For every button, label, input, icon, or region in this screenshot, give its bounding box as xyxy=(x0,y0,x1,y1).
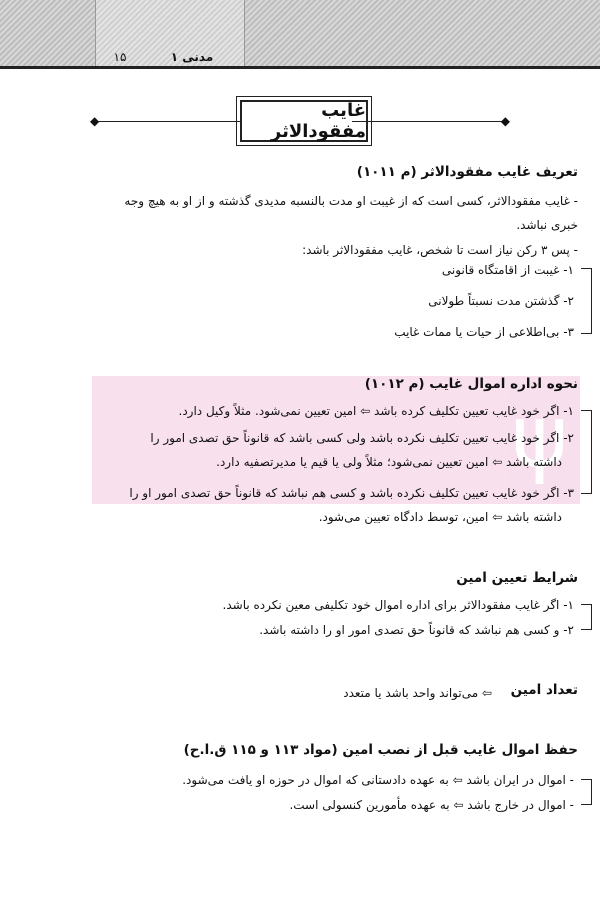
list-item: ۳- اگر خود غایب تعیین تکلیف نکرده باشد و کسی هم نباشد که قانوناً حق تصدی امور او را xyxy=(129,486,574,500)
ornament-line xyxy=(98,121,248,122)
list-item: ۱- اگر غایب مفقودالاثر برای اداره اموال خود تکلیفی معین نکرده باشد. xyxy=(222,598,574,612)
ornament-dot-icon: ◆ xyxy=(90,114,100,128)
count-label: تعداد امین xyxy=(510,682,578,698)
list-item: ۲- اگر خود غایب تعیین تکلیف نکرده باشد ولی کسی باشد که قانوناً حق تصدی امور را xyxy=(150,431,574,445)
definition-heading: تعریف غایب مفقودالاثر (م ۱۰۱۱) xyxy=(356,164,578,180)
page-title: غایب مفقودالاثر xyxy=(240,100,368,142)
ornament-dot-icon: ◆ xyxy=(500,114,510,128)
list-item: داشته باشد ⇦ امین، توسط دادگاه تعیین می‌شود. xyxy=(318,510,562,524)
list-item: ۲- و کسی هم نباشد که قانوناً حق تصدی امور او را داشته باشد. xyxy=(259,623,574,637)
list-bracket xyxy=(581,779,592,805)
list-bracket xyxy=(581,268,592,334)
preservation-heading: حفظ اموال غایب قبل از نصب امین (مواد ۱۱۳ و ۱۱۵ ق.ا.ح) xyxy=(183,742,578,758)
list-item: ۱- غیبت از اقامتگاه قانونی xyxy=(441,263,574,277)
watermark-logo-icon: ψ xyxy=(511,387,568,487)
list-item: ۲- گذشتن مدت نسبتاً طولانی xyxy=(428,294,574,308)
list-item: ۳- بی‌اطلاعی از حیات یا ممات غایب xyxy=(394,325,574,339)
ornament-line xyxy=(352,121,502,122)
conditions-heading: شرایط تعیین امین xyxy=(456,570,578,586)
list-bracket xyxy=(581,604,592,630)
list-item: - اموال در خارج باشد ⇦ به عهده مأمورین کنسولی است. xyxy=(289,798,574,812)
management-heading: نحوه اداره اموال غایب (م ۱۰۱۲) xyxy=(364,376,578,392)
count-text: ⇦ می‌تواند واحد باشد یا متعدد xyxy=(343,686,492,700)
definition-text: خبری نباشد. xyxy=(516,218,578,232)
list-item: ۱- اگر خود غایب تعیین تکلیف کرده باشد ⇦ امین تعیین نمی‌شود. مثلاً وکیل دارد. xyxy=(178,404,574,418)
list-item: - اموال در ایران باشد ⇦ به عهده دادستانی که اموال در حوزه او یافت می‌شود. xyxy=(182,773,574,787)
list-bracket xyxy=(581,410,592,494)
header-band xyxy=(0,0,600,69)
title-ornament xyxy=(90,98,510,146)
definition-text: - پس ۳ رکن نیاز است تا شخص، غایب مفقودالاثر باشد: xyxy=(302,243,578,257)
running-title: مدنی ۱ xyxy=(170,50,214,64)
definition-text: - غایب مفقودالاثر، کسی است که از غیبت او مدت بالنسبه مدیدی گذشته و از او به هیچ وجه xyxy=(124,194,578,208)
list-item: داشته باشد ⇦ امین تعیین نمی‌شود؛ مثلاً ولی یا قیم یا مدیرتصفیه دارد. xyxy=(216,455,562,469)
page-number: ۱۵ xyxy=(113,50,127,64)
